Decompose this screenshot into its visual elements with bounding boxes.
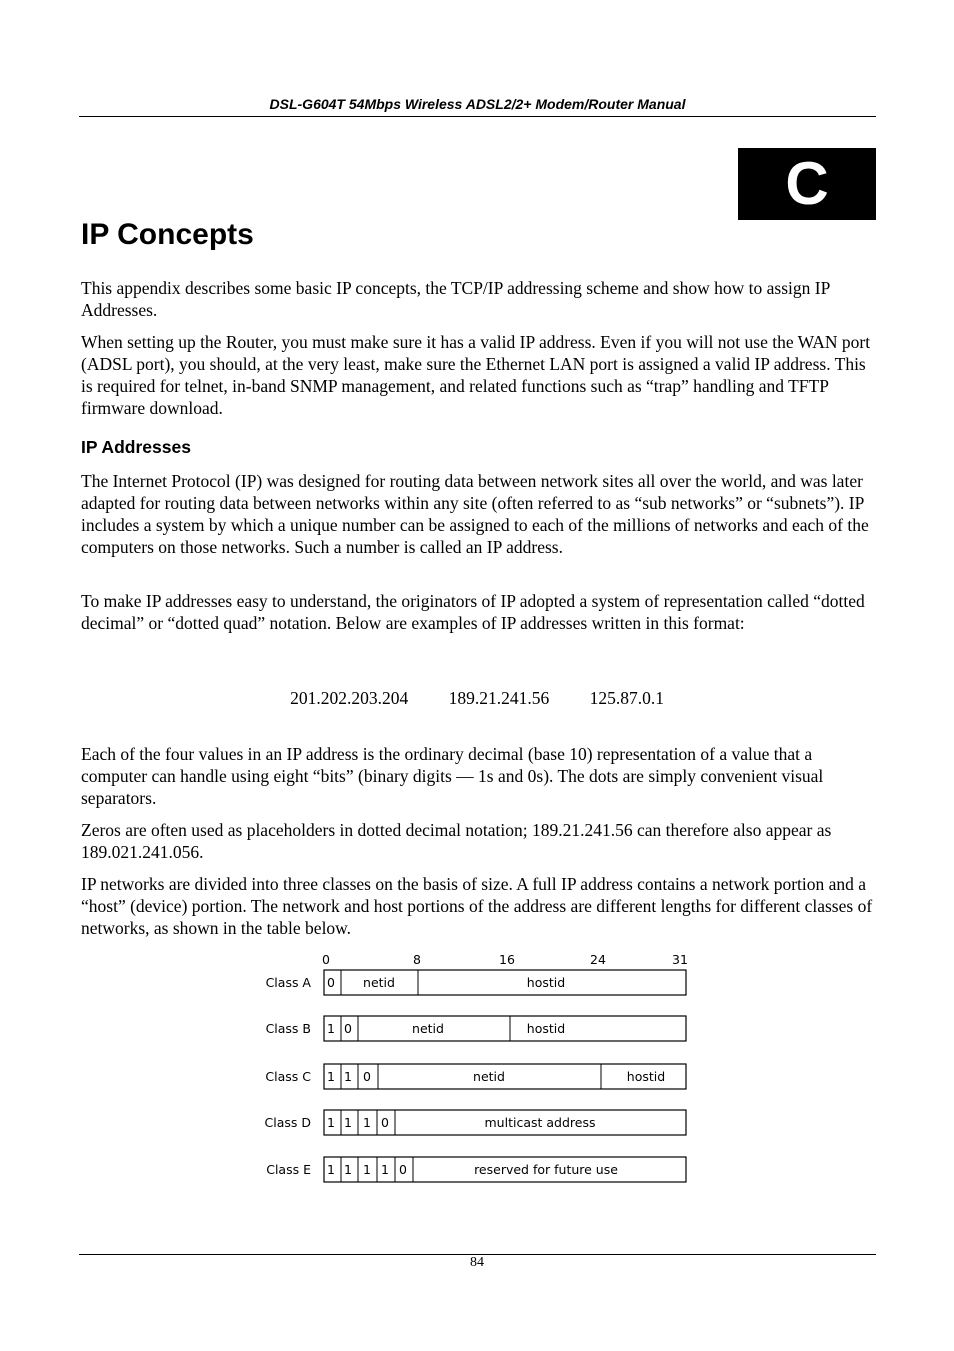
section-heading: IP Addresses <box>81 437 191 457</box>
paragraph-classes: IP networks are divided into three classes on the basis of size. A full IP address contains a network portion and a “host” (device) portion. The network and host portions of the address are different lengths for different classes of networks, as shown in the table below. <box>81 874 873 938</box>
bit-cell: 0 <box>399 1162 407 1177</box>
class-label: Class D <box>264 1115 311 1130</box>
class-e-row <box>266 1157 686 1182</box>
bit-cell: 1 <box>327 1162 335 1177</box>
paragraph-internet-protocol: The Internet Protocol (IP) was designed for routing data between network sites all over the world, and was later adapted for routing data between networks within any site (often referred to as “sub networks” or “subnets”). IP includes a system by which a unique number can be assigned to each of the millions of networks and each of the computers on those networks. Such a number is called an IP address. <box>81 471 869 557</box>
class-c-row <box>265 1064 686 1089</box>
bit-cell: 0 <box>327 975 335 990</box>
bit-position: 31 <box>672 952 688 967</box>
paragraph-zeros: Zeros are often used as placeholders in dotted decimal notation; 189.21.241.56 can therefore also appear as 189.021.241.056. <box>81 820 832 862</box>
ip-example: 125.87.0.1 <box>589 688 664 708</box>
field-hostid: hostid <box>626 1069 666 1084</box>
paragraph-bits: Each of the four values in an IP address is the ordinary decimal (base 10) representation of a value that a computer can handle using eight “bits” (binary digits — 1s and 0s). The dots are simply convenient visual separators. <box>81 744 824 808</box>
page-number: 84 <box>470 1255 484 1270</box>
paragraph-dotted-decimal: To make IP addresses easy to understand, the originators of IP adopted a system of representation called “dotted decimal” or “dotted quad” notation. Below are examples of IP addresses written in this format: <box>81 591 865 633</box>
field-netid: netid <box>473 1069 505 1084</box>
bit-cell: 0 <box>363 1069 371 1084</box>
bit-cell: 1 <box>363 1115 371 1130</box>
class-label: Class C <box>265 1069 311 1084</box>
bit-cell: 0 <box>381 1115 389 1130</box>
field-hostid: hostid <box>526 1021 566 1036</box>
class-b-row <box>266 1016 686 1041</box>
bit-cell: 1 <box>344 1069 352 1084</box>
page-header: DSL-G604T 54Mbps Wireless ADSL2/2+ Modem/Router Manual <box>269 96 686 112</box>
paragraph-intro: This appendix describes some basic IP concepts, the TCP/IP addressing scheme and show how to assign IP Addresses. <box>81 278 830 320</box>
bit-cell: 1 <box>344 1162 352 1177</box>
field-multicast: multicast address <box>484 1115 596 1130</box>
ip-example: 201.202.203.204 <box>290 688 409 708</box>
bit-cell: 1 <box>381 1162 389 1177</box>
class-label: Class B <box>265 1021 311 1036</box>
bit-position: 24 <box>590 952 606 967</box>
bit-position: 16 <box>499 952 515 967</box>
field-reserved: reserved for future use <box>474 1162 618 1177</box>
bit-position: 0 <box>322 952 330 967</box>
class-label: Class E <box>266 1162 311 1177</box>
bit-cell: 1 <box>327 1021 335 1036</box>
class-a-row <box>266 970 686 995</box>
field-netid: netid <box>412 1021 444 1036</box>
paragraph-router-setup: When setting up the Router, you must make sure it has a valid IP address. Even if you will not use the WAN port (ADSL port), you should, at the very least, make sure the Ethernet LAN port is assigned a valid IP address. This is required for telnet, in-band SNMP management, and related functions such as “trap” handling and TFTP firmware download. <box>81 332 871 418</box>
class-label: Class A <box>265 975 311 990</box>
page-title: IP Concepts <box>81 218 254 251</box>
bit-cell: 1 <box>327 1069 335 1084</box>
bit-cell: 0 <box>344 1021 352 1036</box>
field-netid: netid <box>363 975 395 990</box>
appendix-badge: C <box>738 148 876 220</box>
bit-cell: 1 <box>327 1115 335 1130</box>
field-hostid: hostid <box>526 975 566 990</box>
class-d-row <box>265 1110 686 1135</box>
bit-position: 8 <box>413 952 421 967</box>
ip-example: 189.21.241.56 <box>448 688 550 708</box>
bit-cell: 1 <box>344 1115 352 1130</box>
bit-cell: 1 <box>363 1162 371 1177</box>
